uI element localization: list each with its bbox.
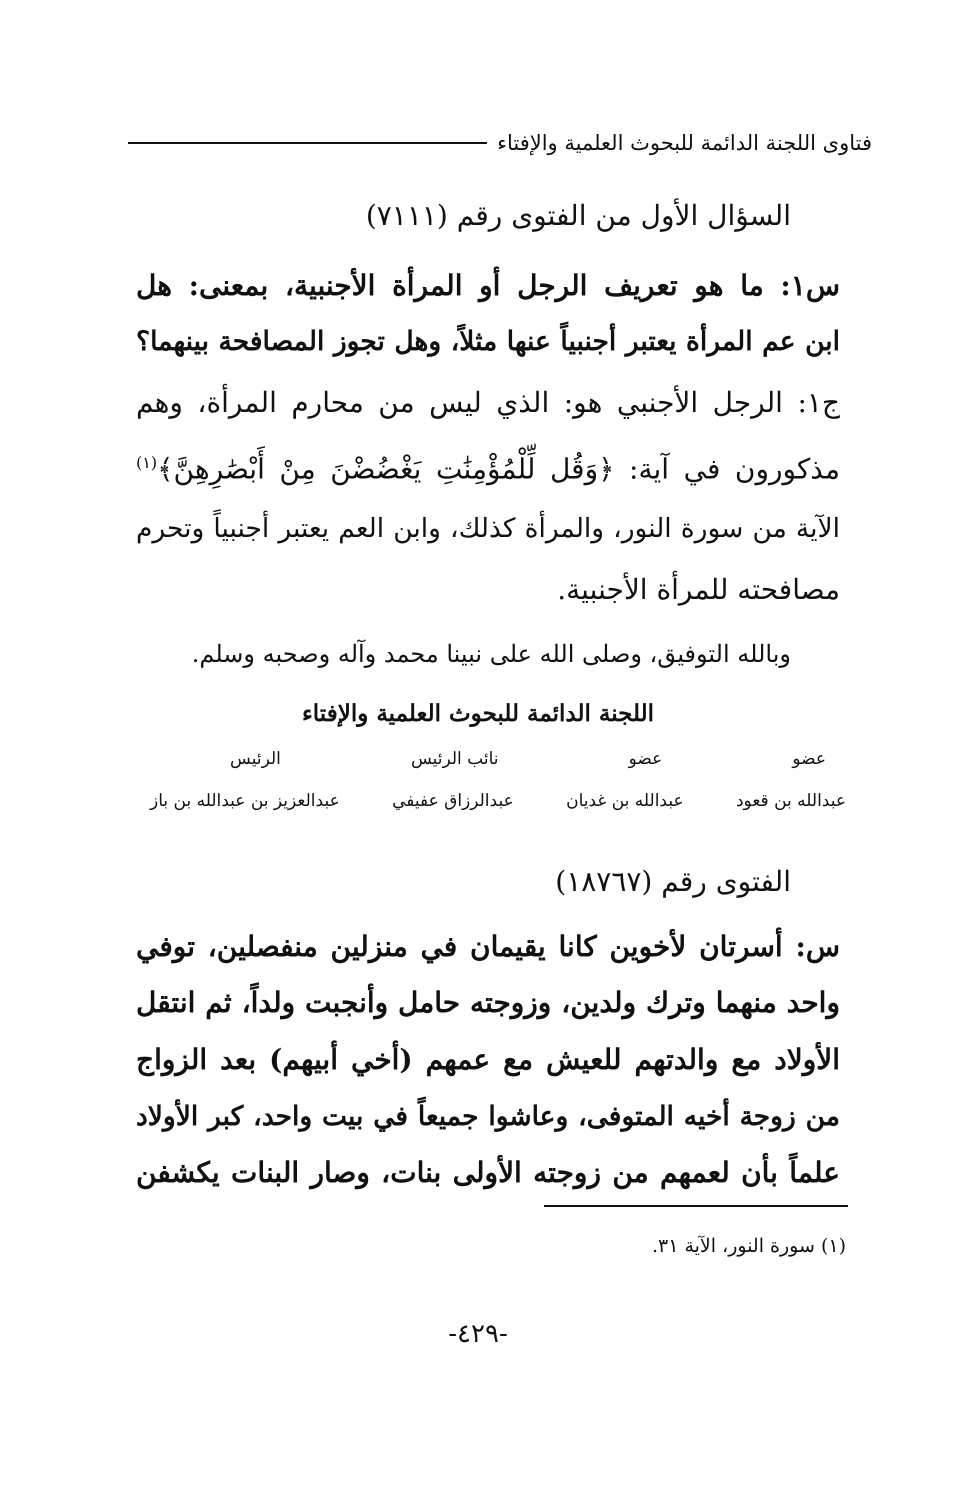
- footnote-marker: (١): [136, 453, 158, 472]
- header-rule: [128, 142, 487, 144]
- fatwa2-question-line-4: من زوجة أخيه المتوفى، وعاشوا جميعاً في بيت واحد، كبر الأولاد: [136, 1101, 840, 1132]
- quran-verse-line: مذكورون في آية: ﴿وَقُل لِّلْمُؤْمِنَٰتِ يَغْضُضْنَ مِنْ أَبْصَٰرِهِنَّ﴾: [157, 452, 840, 486]
- fatwa2-question-line-3: الأولاد مع والدتهم للعيش مع عمهم (أخي أبيهم) بعد الزواج: [136, 1043, 840, 1076]
- member-name-4: عبدالعزيز بن عبدالله بن باز: [150, 791, 340, 811]
- footnote-rule: [544, 1205, 848, 1207]
- fatwa1-answer-line-4: مصافحته للمرأة الأجنبية.: [557, 573, 840, 606]
- fatwa1-closing: وبالله التوفيق، وصلى الله على نبينا محمد وآله وصحبه وسلم.: [191, 640, 791, 668]
- fatwa1-question-line-2: ابن عم المرأة يعتبر أجنبياً عنها مثلاً، وهل تجوز المصافحة بينهما؟: [136, 326, 840, 357]
- role-member-1: عضو: [792, 749, 826, 769]
- fatwa2-question-line-5: علماً بأن لعمهم من زوجته الأولى بنات، وصار البنات يكشفن: [136, 1156, 840, 1189]
- committee-roles: [230, 746, 826, 772]
- fatwa1-answer-line-3: الآية من سورة النور، والمرأة كذلك، وابن العم يعتبر أجنبياً وتحرم: [136, 513, 840, 544]
- fatwa1-question-line-1: س١: ما هو تعريف الرجل أو المرأة الأجنبية، بمعنى: هل: [136, 269, 840, 302]
- member-name-1: عبدالله بن قعود: [735, 791, 846, 811]
- committee-members: [150, 788, 846, 814]
- role-president: الرئيس: [230, 749, 281, 769]
- member-name-2: عبدالله بن غديان: [566, 791, 684, 811]
- fatwa1-heading: السؤال الأول من الفتوى رقم (٧١١١): [365, 199, 791, 232]
- fatwa2-heading: الفتوى رقم (١٨٧٦٧): [555, 865, 791, 898]
- fatwa1-answer-line-2: [136, 443, 840, 489]
- member-name-3: عبدالرزاق عفيفي: [392, 791, 514, 811]
- header-title: فتاوى اللجنة الدائمة للبحوث العلمية والإفتاء: [497, 131, 872, 155]
- role-vice-president: نائب الرئيس: [410, 749, 499, 769]
- page-number: -٤٢٩-: [448, 1319, 508, 1349]
- fatwa2-question-line-1: س: أسرتان لأخوين كانا يقيمان في منزلين منفصلين، توفي: [136, 930, 840, 963]
- fatwa1-answer-line-1: ج١: الرجل الأجنبي هو: الذي ليس من محارم المرأة، وهم: [136, 386, 840, 419]
- fatwa2-question-line-2: واحد منهما وترك ولدين، وزوجته حامل وأنجبت ولداً، ثم انتقل: [136, 986, 840, 1019]
- running-header: [128, 126, 872, 160]
- role-member-2: عضو: [628, 749, 663, 769]
- committee-name: اللجنة الدائمة للبحوث العلمية والإفتاء: [301, 700, 655, 727]
- footnote: (١) سورة النور، الآية ٣١.: [651, 1235, 846, 1257]
